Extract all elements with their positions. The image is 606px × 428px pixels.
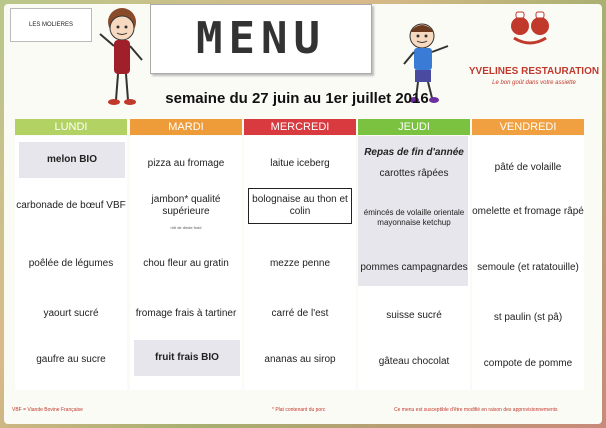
menu-item: pommes campagnardes [360, 262, 468, 273]
menu-item: jambon* qualité supérieure [151, 194, 221, 217]
menu-item: mezze penne [269, 258, 331, 269]
menu-item: fruit frais BIO [134, 340, 240, 376]
menu-title-card [150, 4, 372, 74]
menu-item: chou fleur au gratin [143, 258, 229, 269]
menu-item: carbonade de bœuf VBF [16, 200, 126, 211]
special-meal-heading: Repas de fin d'année [364, 147, 464, 158]
menu-item: gâteau chocolat [378, 356, 450, 367]
menu-item: laitue iceberg [270, 158, 330, 169]
menu-item: fromage frais à tartiner [135, 308, 237, 319]
menu-item-note: rôti de dinde froid [170, 225, 202, 230]
day-column-mercredi [244, 136, 356, 390]
menu-item: st paulin (st pâ) [493, 312, 563, 323]
menu-item: gaufre au sucre [36, 354, 106, 365]
menu-item: ananas au sirop [264, 354, 336, 365]
menu-item: melon BIO [19, 142, 125, 178]
menu-item: émincés de volaille orientale mayonnaise ketchup [363, 208, 465, 227]
chef-logo-icon [500, 4, 560, 52]
menu-item: carottes râpées [379, 168, 449, 179]
menu-item: suisse sucré [386, 310, 442, 321]
day-header-lundi: LUNDI [15, 119, 127, 135]
brand-tagline: Le bon goût dans votre assiette [492, 80, 576, 86]
menu-item: yaourt sucré [43, 308, 99, 319]
day-column-jeudi [358, 136, 470, 390]
menu-item: poêlée de légumes [28, 258, 114, 269]
school-name-box: LES MOLIERES [10, 8, 92, 42]
day-header-vendredi: VENDREDI [472, 119, 584, 135]
menu-item: bolognaise au thon et colin [248, 188, 352, 224]
week-heading: semaine du 27 juin au 1er juillet 2016 [165, 90, 429, 107]
menu-item: omelette et fromage râpé [472, 206, 584, 217]
day-column-mardi [130, 136, 242, 390]
day-header-jeudi: JEUDI [358, 119, 470, 135]
footer-disclaimer: Ce menu est susceptible d'être modifié en raison des approvisionnements [394, 407, 558, 413]
day-header-mardi: MARDI [130, 119, 242, 135]
footer-pork-note: * Plat contenant du porc [272, 407, 326, 413]
day-column-vendredi [472, 136, 584, 390]
day-header-mercredi: MERCREDI [244, 119, 356, 135]
footer-vbf-note: VBF = Viande Bovine Française [12, 407, 83, 413]
menu-item: semoule (et ratatouille) [477, 262, 579, 273]
day-column-lundi [15, 136, 127, 390]
menu-item: compote de pomme [483, 358, 573, 369]
menu-title: MENU [196, 13, 326, 64]
menu-item: pâté de volaille [494, 162, 562, 173]
menu-item: carré de l'est [271, 308, 329, 319]
menu-item: pizza au fromage [147, 158, 225, 169]
brand-name: YVELINES RESTAURATION [468, 66, 600, 77]
